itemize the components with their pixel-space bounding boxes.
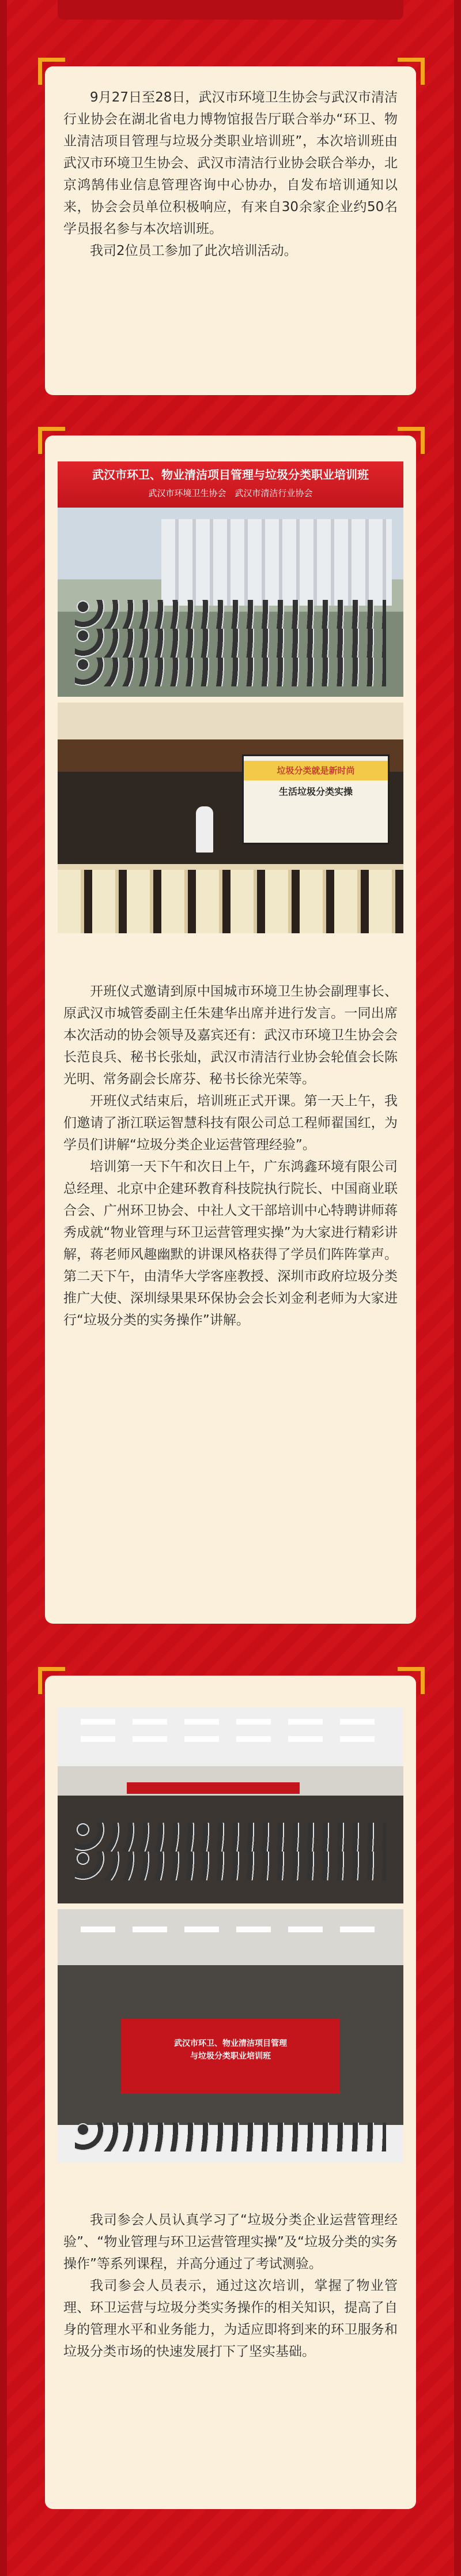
speaker <box>196 806 213 853</box>
training-text <box>63 981 398 1331</box>
training-banner <box>58 461 403 508</box>
top-header-tab <box>58 0 403 20</box>
screen-line: 与垃圾分类职业培训班 <box>190 2052 271 2061</box>
corner-bracket <box>398 427 425 454</box>
left-border-stripe <box>0 0 7 2576</box>
corner-bracket <box>398 1667 425 1694</box>
presentation-screen <box>121 2019 340 2094</box>
building <box>161 519 392 606</box>
corner-bracket <box>38 427 65 454</box>
screen-line: 武汉市环卫、物业清洁项目管理 <box>174 2039 287 2048</box>
seated-attendees <box>75 1852 386 1880</box>
group-photo <box>58 461 403 697</box>
summary-paragraph: 我司参会人员表示，通过这次培训，掌握了物业管理、环卫运营与垃圾分类实务操作的相关知识，提高了自身的管理水平和业务能力，为适应即将到来的环卫服务和垃圾分类市场的快速发展打下了坚实基础。 <box>63 2278 398 2359</box>
corner-bracket <box>38 1667 65 1694</box>
banner-subtitle: 武汉市环境卫生协会 武汉市清洁行业协会 <box>148 488 313 498</box>
intro-text <box>63 87 398 262</box>
people-row <box>75 658 386 686</box>
right-border-stripe <box>454 0 461 2576</box>
banner-title: 武汉市环卫、物业清洁项目管理与垃圾分类职业培训班 <box>92 468 369 482</box>
wall-banner <box>127 1782 300 1794</box>
intro-paragraph: 我司2位员工参加了此次培训活动。 <box>90 243 297 258</box>
group-photo-scene <box>58 508 403 697</box>
ceiling-lights <box>81 1927 380 1932</box>
seated-attendees <box>75 1823 386 1852</box>
screen-headline: 垃圾分类就是新时尚 <box>244 761 388 780</box>
corner-bracket <box>398 58 425 85</box>
training-paragraph: 培训第一天下午和次日上午，广东鸿鑫环境有限公司总经理、北京中企建环教育科技院执行院长、中国商业联合会、广州环卫协会、中社人文干部培训中心特聘讲师蒋秀成就“物业管理与环卫运营管理实操”为大家进行精彩讲解，蒋老师风趣幽默的讲课风格获得了学员们阵阵掌声。第二天下午，由清华大学客座教授、深圳市政府垃圾分类推广大使、深圳绿果果环保协会会长刘金利老师为大家进行“垃圾分类的实务操作”讲解。 <box>63 1159 398 1328</box>
ceiling-lights <box>81 1719 380 1725</box>
front-row-attendees <box>75 2123 386 2151</box>
ceiling-lights <box>81 1736 380 1742</box>
screen-subtitle: 生活垃圾分类实操 <box>278 786 353 797</box>
training-paragraph: 开班仪式邀请到原中国城市环境卫生协会副理事长、原武汉市城管委副主任朱建华出席并进行发言。一同出席本次活动的协会领导及嘉宾还有：武汉市环境卫生协会会长范良兵、秘书长张灿，武汉市清洁行业协会轮值会长陈光明、常务副会长席芬、秘书长徐光荣等。 <box>63 984 398 1087</box>
corner-bracket <box>38 58 65 85</box>
presentation-screen <box>242 754 390 844</box>
people-row <box>75 600 386 629</box>
training-paragraph: 开班仪式结束后，培训班正式开课。第一天上午，我们邀请了浙江联运智慧科技有限公司总工程师翟国红，为学员们讲解“垃圾分类企业运营管理经验”。 <box>63 1094 398 1152</box>
people-row <box>75 629 386 658</box>
lecture-hall-photo <box>58 703 403 933</box>
classroom-photo <box>58 1707 403 1903</box>
intro-paragraph: 9月27日至28日，武汉市环境卫生协会与武汉市清洁行业协会在湖北省电力博物馆报告厅联合举办“环卫、物业清洁项目管理与垃圾分类职业培训班”，本次培训班由武汉市环境卫生协会、武汉市清洁行业协会联合举办，北京鸿鹄伟业信息管理咨询中心协办，自发布培训通知以来，协会会员单位积极响应，有来自30余家企业约50名学员报名参与本次培训班。 <box>63 90 398 236</box>
summary-text <box>63 2209 398 2363</box>
summary-paragraph: 我司参会人员认真学习了“垃圾分类企业运营管理经验”、“物业管理与环卫运营管理实操”及“垃圾分类的实务操作”等系列课程，并高分通过了考试测验。 <box>63 2213 398 2271</box>
conference-photo <box>58 1909 403 2163</box>
audience-seats <box>58 870 403 933</box>
